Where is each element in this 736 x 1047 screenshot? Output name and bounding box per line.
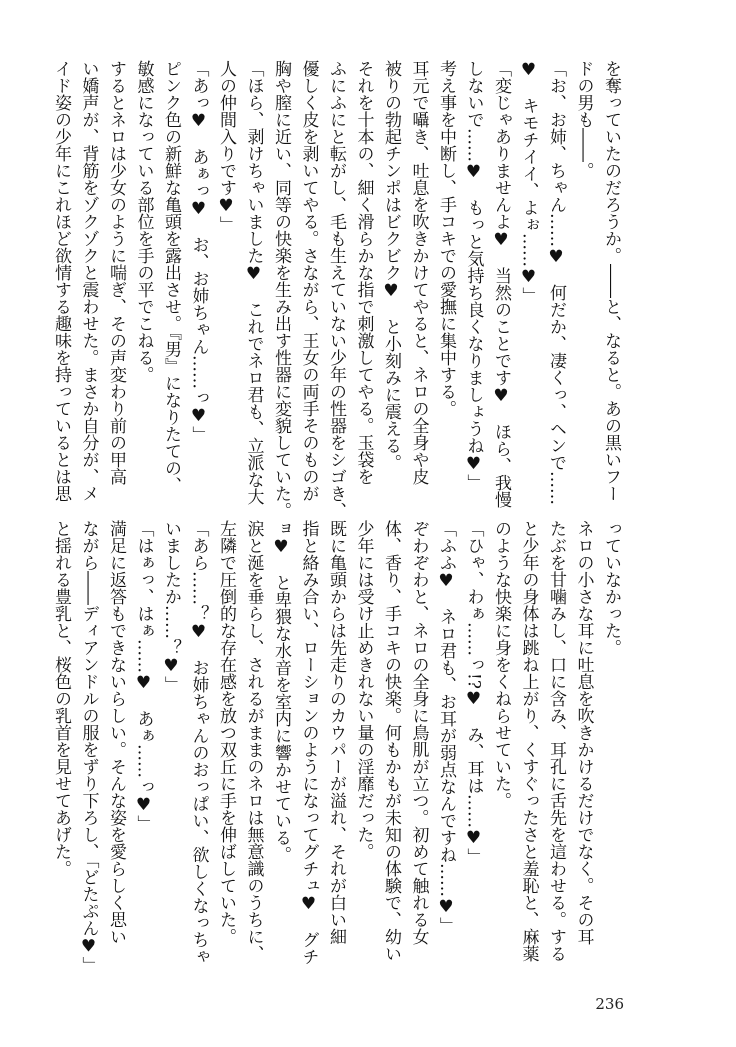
text-line: それを十本の、細く滑らかな指で刺激してやる。玉袋を bbox=[353, 60, 374, 485]
text-block-top bbox=[51, 60, 624, 519]
text-line: 体、香り、手コキの快楽。何もかもが未知の体験で、幼い bbox=[381, 520, 401, 962]
text-line: ♥ キモチイイ、よぉ……♥」 bbox=[518, 60, 539, 304]
text-line: たぶを甘噛みし、口に含み、耳孔に舌先を這わせる。する bbox=[546, 520, 566, 962]
text-line: 涙と涎を垂らし、されるがままのネロは無意識のうちに、 bbox=[243, 520, 264, 962]
text-line: と揺れる豊乳と、桜色の乳首を見せてあげた。 bbox=[51, 520, 71, 877]
text-line: ふにふにと転がし、毛も生えていない少年の性器をシゴき、 bbox=[326, 60, 346, 519]
text-line: を奪っていたのだろうか。――と、なると。あの黒いフー bbox=[601, 60, 621, 502]
text-line: するとネロは少女のように喘ぎ、その声変わり前の甲高 bbox=[106, 60, 126, 485]
text-line: のような快楽に身をくねらせていた。 bbox=[491, 520, 511, 809]
text-line: ぞわぞわと、ネロの全身に鳥肌が立つ。初めて触れる女 bbox=[408, 520, 429, 945]
text-line: いましたか……？♥」 bbox=[161, 520, 181, 693]
text-line: と少年の身体は跳ね上がり、くすぐったさと羞恥と、麻薬 bbox=[518, 520, 539, 962]
text-line: ピンク色の新鮮な亀頭を露出させ。『男』になりたての、 bbox=[161, 60, 181, 494]
text-line: ネロの小さな耳に吐息を吹きかけるだけでなく。その耳 bbox=[573, 520, 594, 945]
text-line: 左隣で圧倒的な存在感を放つ双丘に手を伸ばしていた。 bbox=[216, 520, 236, 945]
text-line: 「お、お姉、ちゃん……♥ 何だか、凄くっ、ヘンで…… bbox=[546, 60, 566, 505]
text-line: い嬌声が、背筋をゾクゾクと震わせた。まさか自分が、メ bbox=[78, 60, 99, 502]
text-line: 被りの勃起チンポはビクビク♥ と小刻みに震える。 bbox=[381, 60, 401, 471]
text-line: しないで……♥ もっと気持ち良くなりましょうね♥」 bbox=[463, 60, 484, 491]
text-line: 「あら……？♥ お姉ちゃんのおっぱい、欲しくなっちゃ bbox=[188, 520, 209, 965]
text-line: ョ♥ と卑猥な水音を室内に響かせている。 bbox=[271, 520, 291, 863]
text-line: 胸や膣に近い、同等の快楽を生み出す性器に変貌していた。 bbox=[271, 60, 291, 519]
text-line: 既に亀頭からは先走りのカウパーが溢れ、それが白い細 bbox=[326, 520, 346, 945]
text-line: ながら――ディアンドルの服をずり下ろし、「どたぷん♥」 bbox=[78, 520, 99, 974]
text-line: 人の仲間入りです♥」 bbox=[216, 60, 236, 233]
text-line: 耳元で囁き、吐息を吹きかけてやると、ネロの全身や皮 bbox=[408, 60, 429, 485]
text-line: 「ひゃ、わぁ……っ!?♥ み、耳は……♥」 bbox=[463, 520, 484, 865]
page-number: 236 bbox=[595, 995, 624, 1013]
text-line: 少年には受け止めきれない量の淫靡だった。 bbox=[353, 520, 374, 860]
text-line: 優しく皮を剥いてやる。さながら、王女の両手そのものが bbox=[298, 60, 319, 502]
text-line: 敏感になっている部位を手の平でこねる。 bbox=[133, 60, 154, 383]
text-line: 「あっ♥ あぁっ♥ お、お姉ちゃん……っ♥」 bbox=[188, 60, 209, 443]
text-line: 指と絡み合い、ローションのようになってグチュ♥ グチ bbox=[298, 520, 319, 965]
text-line: 「はぁっ、はぁ……♥ あぁ……っ♥」 bbox=[133, 520, 154, 832]
text-line: 「ふふ♥ ネロ君も、お耳が弱点なんですね……♥」 bbox=[436, 520, 456, 934]
text-line: 「ほら、剥けちゃいました♥ これでネロ君も、立派な大 bbox=[243, 60, 264, 505]
text-line: 「変じゃありませんよ♥ 当然のことです♥ ほら、我慢 bbox=[491, 60, 511, 508]
text-block-bottom bbox=[51, 520, 624, 974]
text-line: っていなかった。 bbox=[601, 520, 621, 656]
text-line: イド姿の少年にこれほど欲情する趣味を持っているとは思 bbox=[51, 60, 71, 502]
text-line: ドの男も――。 bbox=[573, 60, 594, 179]
text-line: 満足に返答もできないらしい。そんな姿を愛らしく思い bbox=[106, 520, 126, 945]
text-line: 考え事を中断し、手コキでの愛撫に集中する。 bbox=[436, 60, 456, 417]
